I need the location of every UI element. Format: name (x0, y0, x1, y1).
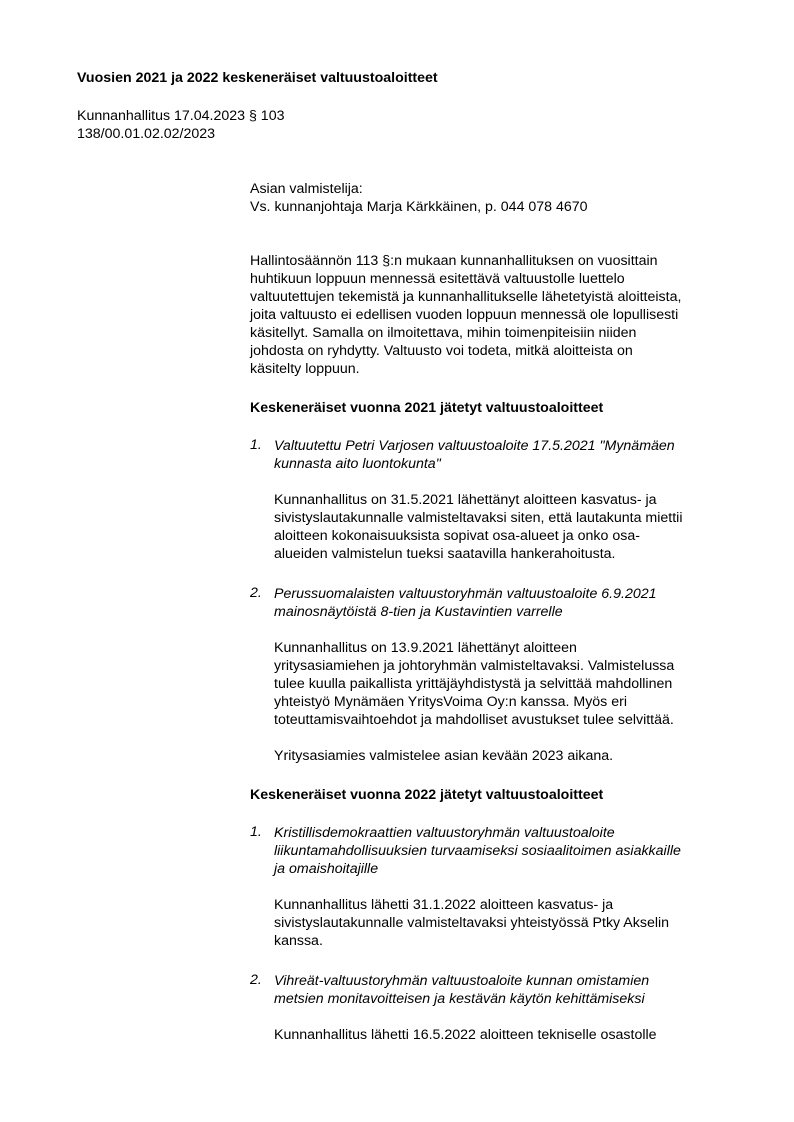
item-title-line: Vihreät-valtuustoryhmän valtuustoaloite kunnan omistamien (274, 973, 650, 989)
body-line: aloitteen kokonaisuuksista sopivat osa-alueet ja onko osa- (274, 528, 640, 544)
meeting-info (77, 107, 284, 143)
item-body (274, 491, 744, 563)
item-paragraph (274, 896, 744, 950)
item-paragraph (274, 747, 744, 765)
item-title-line: kunnasta aito luontokunta" (274, 456, 441, 472)
section-heading-2021: Keskeneräiset vuonna 2021 jätetyt valtuustoaloitteet (250, 400, 604, 416)
body-line: Kunnanhallitus on 13.9.2021 lähettänyt aloitteen (274, 640, 577, 656)
body-line: Yritysasiamies valmistelee asian kevään 2023 aikana. (274, 748, 614, 764)
intro-line: joita valtuusto ei edellisen vuoden loppuun mennessä ole lopullisesti (250, 307, 679, 323)
initiative-item (250, 972, 750, 1062)
intro-line: johdosta on ryhdytty. Valtuusto voi todeta, mitkä aloitteista on (250, 343, 633, 359)
body-line: sivistyslautakunnalle valmisteltavaksi yhteistyössä Ptky Akselin (274, 915, 670, 931)
item-title (274, 972, 744, 1008)
item-body (274, 896, 744, 950)
initiative-item (250, 824, 750, 968)
intro-line: käsitellyt. Samalla on ilmoitettava, mihin toimenpiteisiin niiden (250, 325, 637, 341)
intro-paragraph (250, 252, 750, 378)
item-title-line: Valtuutettu Petri Varjosen valtuustoaloite 17.5.2021 "Mynämäen (274, 438, 675, 454)
body-line: sivistyslautakunnalle valmisteltavaksi siten, että lautakunta miettii (274, 510, 683, 526)
item-title (274, 585, 744, 621)
body-line: toteuttamisvaihtoehdot ja mahdolliset avustukset tulee selvittää. (274, 712, 674, 728)
document-title: Vuosien 2021 ja 2022 keskeneräiset valtuustoaloitteet (77, 70, 438, 86)
item-title-line: metsien monitavoitteisen ja kestävän käytön kehittämiseksi (274, 991, 645, 1007)
preparer-label: Asian valmistelija: (250, 181, 363, 197)
item-body (274, 639, 744, 765)
item-title-line: ja omaishoitajille (274, 861, 379, 877)
meeting-reference: Kunnanhallitus 17.04.2023 § 103 (77, 108, 285, 124)
body-line: alueiden valmistelun tueksi saatavilla hankerahoitusta. (274, 546, 616, 562)
section-heading-2022: Keskeneräiset vuonna 2022 jätetyt valtuustoaloitteet (250, 787, 604, 803)
body-line: Kunnanhallitus on 31.5.2021 lähettänyt aloitteen kasvatus- ja (274, 492, 657, 508)
body-line: yritysasiamiehen ja johtoryhmän valmisteltavaksi. Valmistelussa (274, 658, 675, 674)
intro-line: käsitelty loppuun. (250, 361, 360, 377)
preparer-block (250, 180, 588, 216)
intro-line: valtuutettujen tekemistä ja kunnanhallitukselle lähetetyistä aloitteista, (250, 289, 682, 305)
item-number: 2. (250, 585, 262, 601)
item-title-line: Perussuomalaisten valtuustoryhmän valtuustoaloite 6.9.2021 (274, 586, 657, 602)
item-body (274, 1026, 744, 1044)
intro-line: huhtikuun loppuun mennessä esitettävä valtuustolle luettelo (250, 271, 625, 287)
preparer-name: Vs. kunnanjohtaja Marja Kärkkäinen, p. 044 078 4670 (250, 199, 588, 215)
item-title (274, 437, 744, 473)
body-line: tulee kuulla paikallista yrittäjäyhdistystä ja selvittää mahdollinen (274, 676, 673, 692)
case-number: 138/00.01.02.02/2023 (77, 126, 216, 142)
body-line: Kunnanhallitus lähetti 31.1.2022 aloitteen kasvatus- ja (274, 897, 614, 913)
item-number: 1. (250, 824, 262, 840)
initiative-item (250, 437, 750, 581)
initiative-item (250, 585, 750, 783)
item-paragraph (274, 639, 744, 729)
item-title (274, 824, 744, 878)
item-title-line: liikuntamahdollisuuksien turvaamiseksi sosiaalitoimen asiakkaille (274, 843, 681, 859)
item-number: 2. (250, 972, 262, 988)
item-title-line: mainosnäytöistä 8-tien ja Kustavintien varrelle (274, 604, 563, 620)
item-paragraph (274, 491, 744, 563)
intro-line: Hallintosäännön 113 §:n mukaan kunnanhallituksen on vuosittain (250, 253, 658, 269)
item-number: 1. (250, 437, 262, 453)
body-line: Kunnanhallitus lähetti 16.5.2022 aloitteen tekniselle osastolle (274, 1027, 657, 1043)
item-title-line: Kristillisdemokraattien valtuustoryhmän valtuustoaloite (274, 825, 615, 841)
body-line: kanssa. (274, 933, 323, 949)
item-paragraph (274, 1026, 744, 1044)
body-line: yhteistyö Mynämäen YritysVoima Oy:n kanssa. Myös eri (274, 694, 627, 710)
